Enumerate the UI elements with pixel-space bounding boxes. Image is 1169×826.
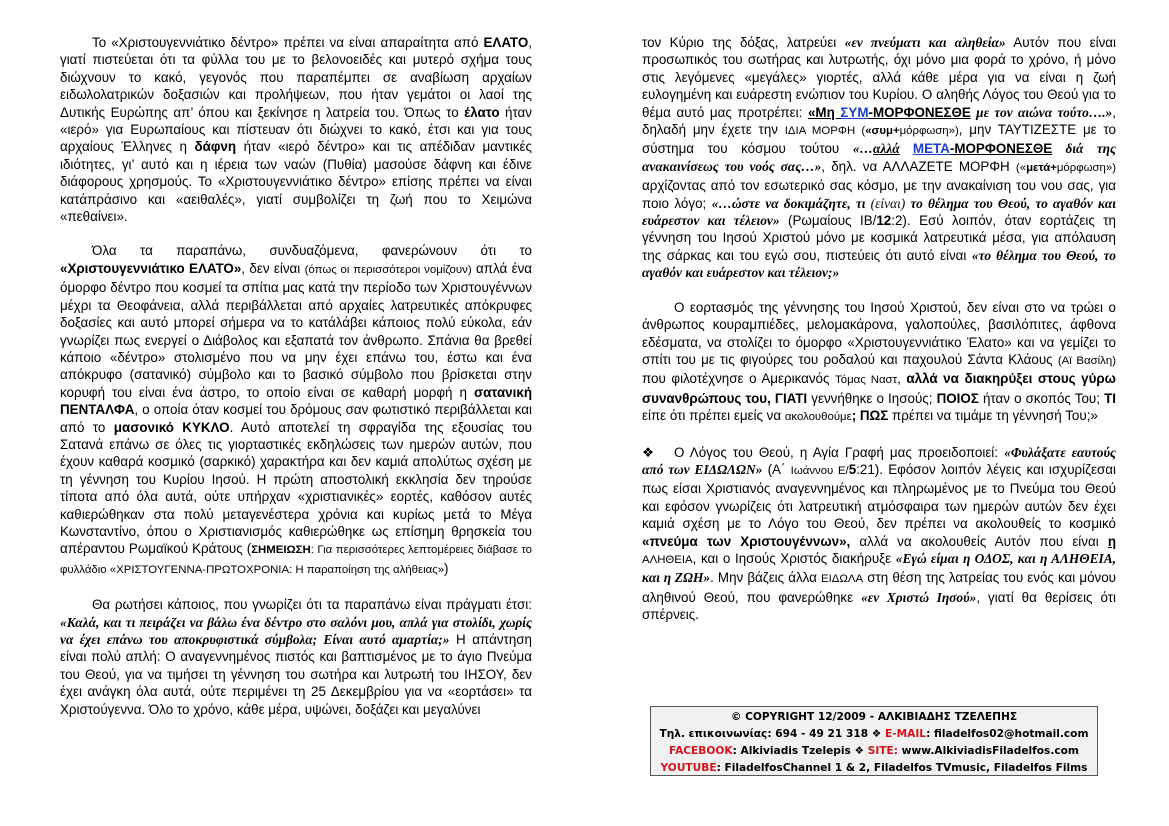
contact-line [651,726,1097,743]
paragraph-question [60,596,532,718]
small-text: Τόμας Ναστ [835,374,898,387]
social-line [651,743,1097,760]
text: (Α΄ [762,461,791,477]
bold-text: «πνεύμα των Χριστουγέννων», [642,533,851,549]
text: :2). Εσύ λοιπόν, όταν εορτάζεις τη γέννηση του Ιησού Χριστού μόνο με κοσμικά λατρευτικά μέσα, για απόλαυση της σάρκας και του εγώ σου, πιστεύεις ότι αυτό είναι [642,213,1116,263]
youtube-line [651,760,1097,777]
quote: «Εγώ είμαι η ΟΔΟΣ, και η ΑΛΗΘΕΙΑ, και η ΖΩΗ» [642,550,1116,586]
bold-text: ; ΠΩΣ [851,408,889,424]
bold-text: σατανική ΠΕΝΤΑΛΦΑ [60,384,532,418]
site-label: SITE: [867,745,898,757]
author-name: ΑΛΚΙΒΙΑΔΗΣ ΤΖΕΛΕΠΗΣ [877,711,1018,723]
bold-text: 5 [848,461,857,477]
text: απλά ένα όμορφο δέντρο που κοσμεί τα σπίτια μας κατά την περίοδο των Χριστουγέννων μέχρι τα Θεοφάνεια, αλλά περιβάλλεται από αρχαίες λατρευτικές απόκρυφες δοξασίες και αυτό μπορεί σήμερα να το κατάλάβει κάποιος πολύ εύκολα, εάν γνωρίζει πως ενεργεί ο Διάβολος και εξαπατά τον άνθρωπο. Σπάνια θα βρεθεί κάποιο «δέντρο» στολισμένο που να μην έχει επάνω του, έστω και ένα απόκρυφο (σατανικό) σύμβολο και το βασικό σύμβολο που βρίσκεται στην κορυφή του είναι ένα άστρο, το οποίο είναι σε καθαρή μορφή η [60,260,533,400]
text: γεννήθηκε ο Ιησούς; [807,390,937,406]
small-text: (όπως οι περισσότεροι νομίζουν) [304,263,472,276]
email-label: E-MAIL [884,728,927,740]
paragraph-worship [642,34,1116,282]
quote: διά της ανακαινίσεως του νοός σας…» [642,141,1116,174]
small-text: (« [1015,161,1027,174]
paragraph-elato [60,34,532,225]
text: . Μην βάζεις άλλα [710,570,822,586]
bold-text: η [1107,533,1116,549]
text: αλλά να ακολουθείς Αυτόν που είναι [850,533,1108,549]
highlight-text: ΣΥΜ [840,104,869,120]
text: . Αυτό αποτελεί τη σφραγίδα της εξουσίας του Σατανά επάνω σε όλες τις γιορταστικές εκδηλώσεις των ημερών αυτών, που έχουν καθαρά κοσμικό (σαρκικό) χαρακτήρα και δεν καμιά απολύτως σχέση με τη γέννηση του Κυρίου Ιησού. Η πρώτη αποστολική εκκλησία δεν τηρούσε τίποτα από όλα αυτά, ούτε υπήρχαν «χριστιανικές» εορτές, καθόσον αυτές καθιερώθηκαν στα πολύ μεταγενέστερα χρόνια και κυρίως μετά το Μέγα Κωνσταντίνο, όπου ο Χριστιανισμός καθιερώθηκε ως επίσημη θρησκεία του απέραντου Ρωμαϊκού Κράτους ( [60,419,532,557]
text: στη θέση της λατρείας του ενός και μόνου αληθινού Θεού, που φανερώθηκε [642,570,1116,605]
text: , γιατί θα θερίσεις ότι σπέρνεις. [642,589,1116,623]
text: τον Κύριο της δόξας, λατρεύει [642,35,845,50]
small-bold-text: μετά+ [1026,161,1057,174]
text: , δηλαδή μην έχετε την [642,104,1116,138]
bold-text: έλατο [464,104,500,120]
small-text: ΑΛΗΘΕΙΑ [642,553,693,566]
quote: «εν πνεύματι και αληθεία» [844,35,1006,50]
text: , δεν είναι [241,260,305,276]
paragraph-symbols [60,242,532,579]
copyright-box [650,706,1098,776]
text: Το «Χριστουγεννιάτικο δέντρο» πρέπει να είναι απαραίτητα από [92,35,484,50]
text: Η απάντηση είναι πολύ απλή: Ο αναγεννημένος πιστός και βαπτισμένος με το άγιο Πνεύμα του Θεού, για να τιμήσει τη γέννηση του σωτήρα και λυτρωτή του ΙΗΣΟΥ, δεν έχει ανάγκη όλα αυτά, ούτε περιμένει τη 25 Δεκεμβρίου για να «εορτάσει» τα Χριστούγεννα. Όλο το χρόνο, κάθε μέρα, υψώνει, δοξάζει και μεγαλύνει [60,632,532,717]
bold-text: μασονικό ΚΥΚΛΟ [113,419,230,435]
text: Ο Λόγος του Θεού, η Αγία Γραφή μας προειδοποιεί: [674,444,1005,460]
bold-text: -ΜΟΡΦΟΝΕΣΘΕ [949,141,1053,157]
bold-text: ΤΙ [1104,390,1116,406]
small-text: μόρφωση») [1056,161,1117,174]
text: Θα ρωτήσει κάποιος, που γνωρίζει ότι τα παραπάνω είναι πράγματι έτσι: [92,597,532,613]
quote-note: (είναι) [870,195,906,211]
paragraph-idols [642,444,1116,624]
bold-text: 12 [876,213,892,229]
small-text: Ιωάννου Ε/ [790,464,849,477]
quote [900,141,913,156]
diamond-bullet-icon: ❖ [642,444,655,460]
text: , μην ΤΑΥΤΙΖΕΣΤΕ με το σύστημα του κόσμου τούτου [642,122,1116,157]
facebook-name[interactable]: : Alkiviadis Tzelepis ❖ [732,745,868,757]
text: , και ο Ιησούς Χριστός διακήρυξε [692,550,896,566]
bold-text: αλλά να διακηρύξει στους γύρω συνανθρώπους του, ΓΙΑΤΙ [642,371,1116,406]
quote: «εν Χριστώ Ιησού» [861,589,977,605]
paragraph-celebration [642,299,1116,427]
small-text: ακολουθούμε [784,411,852,424]
bold-text: δάφνη [194,139,237,155]
text: , ο οποία όταν κοσμεί του δρόμους σαν φωτιστικό περιβάλλεται και από το [60,402,532,435]
quote: το θέλημα του Θεού, το αγαθόν και ευάρεστον και τέλειον» [642,195,1116,229]
small-text: ΕΙΔΩΛΑ [821,573,864,586]
facebook-label: FACEBOOK [669,745,733,757]
text: Όλα τα παραπάνω, συνδυαζόμενα, φανερώνουν ότι το [92,243,532,259]
text: , [897,371,907,387]
text: που φιλοτέχνησε ο Αμερικανός [642,371,836,387]
phone-text: Τηλ. επικοινωνίας: 694 - 49 21 318 ❖ [659,728,885,740]
site-url[interactable]: www.AlkiviadisFiladelfos.com [897,745,1079,757]
text: :21). Εφόσον λοιπόν λέγεις και ισχυρίζεσαι πως είσαι Χριστιανός αναγεννημένος και πληρωμένος με το Πνεύμα του Θεού και εφόσον γνωρίζεις ότι λατρευτική ατμόσφαιρα των ημερών αυτών δεν έχει καμιά σχέση με το Λόγο του Θεού, δεν πρέπει να ακολουθείς το κοσμικό [642,461,1116,532]
quote: «Φυλάξατε εαυτούς από των ΕΙΔΩΛΩΝ» [642,444,1116,477]
bold-text: - [868,104,873,120]
text: Αυτόν που είναι προσωπικός του σωτήρας και λυτρωτής, όχι μόνο μια φορά το χρόνο, ή μόνο στις λεγόμενες «μεγάλες» γιορτές, αλλά κάθε μέρα για να είναι η ζωή ευλογημένη και ευάρεστη ενώπιον του Κυρίου. Ο αληθής Λόγος του Θεού για το θέμα αυτό μας προτρέπει: [642,35,1116,120]
right-column [642,34,1116,624]
copyright-line [651,709,1097,726]
note-label: ΣΗΜΕΙΩΣΗ [251,544,311,557]
small-text: ΙΔΙΑ ΜΟΡΦΗ ( [784,125,866,138]
text: , δηλ. να ΑΛΛΑΖΕΤΕ ΜΟΡΦΗ [821,158,1016,174]
text: είπε ότι πρέπει εμείς να [642,408,785,424]
small-text: (Αϊ Βασίλη) [1057,354,1116,367]
text: Ο εορτασμός της γέννησης του Ιησού Χριστού, δεν είναι στο να τρώει ο άνθρωπος κουραμπιέδες, μελομακάρονα, γαλοπούλες, βασιλόπιτες, άφθονα εδέσματα, να στολίζει το όμορφο «Χριστουγεννιάτικο Έλατο» και να γεμίζει το σπίτι του με τις φιγούρες του ροδαλού και παχουλού Σάντα Κλάους [642,299,1116,367]
bold-text: ΠΟΙΟΣ [936,390,979,406]
bold-text: ΕΛΑΤΟ [483,35,529,50]
text: αρχίζοντας από τον εσωτερικό σας κόσμο, με την ανακαίνιση του νου σας, για ποιο λόγο; [642,178,1116,211]
left-column [60,34,532,718]
bold-text: «Χριστουγεννιάτικο ΕΛΑΤΟ» [60,260,242,276]
text: πρέπει να τιμάμε τη γέννησή Του;» [888,408,1098,424]
email-address[interactable]: : filadelfos02@hotmail.com [926,728,1089,740]
small-text: μόρφωση») [899,125,959,138]
text: ήταν «ιερό δέντρο» και τις απέδιδαν μαντικές ιδιότητες, γι’ αυτό και η ιέρεια των ναών (Πυθία) μασούσε δάφνη και έδινε διάφορους χρησμούς. Το «Χριστουγεννιάτικο δέντρο» επίσης πρέπει να είναι κατάπράσινο και «αειθαλές», γιατί συμβολίζει τη ζωή που το Χειμώνα «πεθαίνει». [60,139,532,225]
quote: «το θέλημα του Θεού, το αγαθόν και ευάρεστον και τέλειον;» [642,247,1116,281]
text: , γιατί πιστεύεται ότι τα φύλλα του με το βελονοειδές και μυτερό σχήμα τους διώχνουν το κακό, γεγονός που παραπέμπει σε αναβίωση αρχαίων ειδωλολατρικών δοξασιών και προλήψεων, που ήταν γεμάτοι οι λαοί της Δυτικής Ευρώπης απ’ όπου και ξεκίνησε η λατρεία του. Όπως το [60,35,532,120]
highlight-text: ΜΕΤΑ [912,141,950,157]
quote: «…ώστε να δοκιμάζητε, τι [711,195,871,211]
quote: με τον αιώνα τούτο….» [970,104,1113,120]
small-bold-text: «συμ+ [865,125,900,138]
text: ήταν ο σκοπός Του; [978,390,1105,406]
youtube-label: YOUTUBE [660,762,717,774]
text: (Ρωμαίους ΙΒ/ [779,213,877,229]
text: ) [444,560,449,576]
quote: «Καλά, και τι πειράζει να βάλω ένα δέντρο στο σαλόνι μου, απλά για στολίδι, χωρίς να έχει επάνω του αποκρυφιστικά σύμβολα; Είναι αυτό αμαρτία;» [60,614,532,647]
quote: αλλά [872,141,900,157]
copyright-text: © COPYRIGHT 12/2009 - [730,711,878,723]
youtube-channels[interactable]: : FiladelfosChannel 1 & 2, Filadelfos TVmusic, Filadelfos Films [716,762,1088,774]
note-text: : Για περισσότερες λεπτομέρειες διάβασε το φυλλάδιο «ΧΡΙΣΤΟΥΓΕΝΝΑ-ΠΡΩΤΟΧΡΟΝΙΑ: Η παραποίηση της αλήθειας» [60,544,532,576]
quote: «… [852,141,873,157]
text: ήταν «ιερό» για Ευρωπαίους και πίστευαν ότι διώχνει το κακό, έτσι και για τους αρχαίους Έλληνες η [60,104,532,155]
bold-text: ΜΟΡΦΟΝΕΣΘΕ [872,104,971,120]
bold-text: «Μη [807,104,841,120]
